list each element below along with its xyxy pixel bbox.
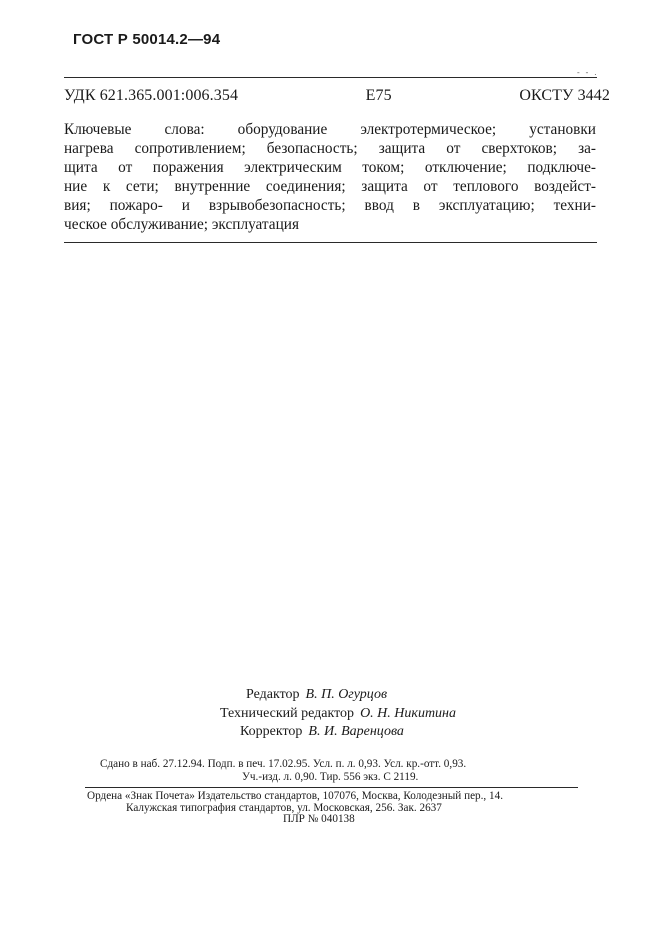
editor-name: В. П. Огурцов [305,687,388,702]
print-info-block [100,758,570,784]
print-info-line: Сдано в наб. 27.12.94. Подп. в печ. 17.02.95. Усл. п. л. 0,93. Усл. кр.-отт. 0,93. [100,758,467,770]
proofreader-role: Корректор [240,724,303,739]
proofreader-name: В. И. Варенцова [308,724,404,739]
keywords-line: Ключевые слова: оборудование электротермическое; установки [64,121,596,138]
keywords-paragraph [64,121,596,234]
udc-code: УДК 621.365.001:006.354 [64,87,239,104]
keywords-line: ние к сети; внутренние соединения; защита от теплового воздейст- [64,177,596,195]
document-code: ГОСТ Р 50014.2—94 [73,31,221,48]
publisher-block [87,791,577,826]
tech-editor-role: Технический редактор [220,705,355,721]
corner-scan-mark: - - . [577,68,599,77]
proofreader-credit [200,723,500,742]
editor-role: Редактор [246,687,300,702]
classification-line [64,87,610,105]
keywords-line: вия; пожаро- и взрывобезопасность; ввод в эксплуатацию; техни- [64,196,596,214]
publisher-line: Ордена «Знак Почета» Издательство стандартов, 107076, Москва, Колодезный пер., 14. [87,790,504,802]
okstu-code: ОКСТУ 3442 [519,87,610,104]
tech-editor-credit [200,705,500,724]
publisher-divider [85,787,578,788]
tech-editor-name: О. Н. Никитина [360,705,456,721]
top-divider [64,77,597,78]
credits-block [200,686,500,742]
group-code: Е75 [365,87,392,104]
keywords-line: щита от поражения электрическим током; отключение; подключе- [64,158,596,176]
license-line: ПЛР № 040138 [283,813,355,825]
keywords-line: ческое обслуживание; эксплуатация [64,215,299,233]
editor-credit [200,686,500,705]
keywords-line: нагрева сопротивлением; безопасность; защита от сверхтоков; за- [64,139,596,157]
keywords-divider [64,242,597,243]
printing-house-line: Калужская типография стандартов, ул. Московская, 256. Зак. 2637 [126,801,442,814]
print-info-line: Уч.-изд. л. 0,90. Тир. 556 экз. С 2119. [242,771,419,783]
